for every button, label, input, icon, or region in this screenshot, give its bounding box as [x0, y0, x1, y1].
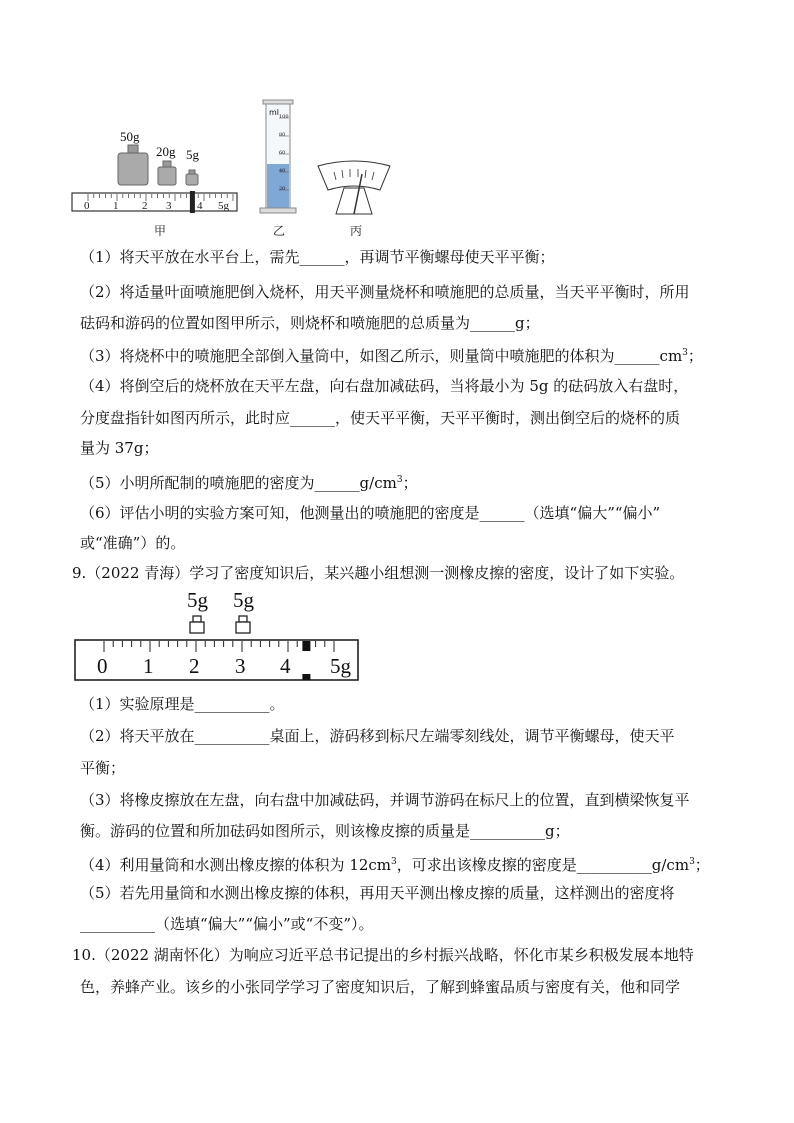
- weight-label-50g: 50g: [120, 129, 140, 144]
- weight-5g-icon: [186, 170, 198, 185]
- cylinder-mark-80: 80: [279, 132, 286, 138]
- weight-5g-icon-a: [190, 616, 204, 633]
- q9-tick-0: 0: [97, 654, 108, 678]
- q8-line-4-text: （3）将烧杯中的喷施肥全部倒入量筒中，如图乙所示，则量筒中喷施肥的体积为______cm: [80, 347, 683, 365]
- rider-q9-bottom: [302, 674, 310, 680]
- caption-yi: 乙: [273, 224, 286, 238]
- q9-line-4: （3）将橡皮擦放在左盘，向右盘中加减砝码，并调节游码在标尺上的位置，直到横梁恢复平: [80, 791, 690, 809]
- q9-line-1: （1）实验原理是__________。: [80, 695, 285, 713]
- caption-jia: 甲: [154, 224, 167, 238]
- caption-bing: 丙: [350, 224, 363, 238]
- tick-1: 1: [113, 200, 119, 212]
- q8-line-8-tail: ；: [402, 474, 418, 492]
- pointer-dial-icon: [314, 160, 394, 220]
- rider-scale: [72, 193, 237, 211]
- figure-bing: [314, 160, 394, 240]
- weight-label-20g: 20g: [156, 144, 176, 159]
- q10-line-2: 色，养蜂产业。该乡的小张同学学习了密度知识后，了解到蜂蜜品质与密度有关，他和同学: [80, 978, 681, 996]
- rider-q9-top: [302, 641, 310, 651]
- tick-0: 0: [84, 200, 90, 212]
- figure-yi: [255, 98, 305, 238]
- q9-line-3: 平衡；: [80, 759, 126, 777]
- figure-q9: [72, 588, 362, 684]
- tick-3: 3: [166, 200, 172, 212]
- q8-line-9: （6）评估小明的实验方案可知，他测量出的喷施肥的密度是______（选填“偏大”“偏小”: [80, 504, 661, 522]
- cylinder-mark-40: 40: [279, 168, 286, 174]
- q9-weight-label-b: 5g: [233, 588, 254, 612]
- q8-line-10: 或“准确”）的。: [80, 534, 186, 552]
- q9-line-7: （5）若先用量筒和水测出橡皮擦的体积，再用天平测出橡皮擦的质量，这样测出的密度将: [80, 884, 675, 902]
- q8-line-8: [80, 470, 418, 493]
- q8-line-8-text: （5）小明所配制的喷施肥的密度为______g/cm: [80, 474, 397, 492]
- q9-line-6-b: ，可求出该橡皮擦的密度是__________g/cm: [396, 856, 690, 874]
- cylinder-mark-60: 60: [279, 150, 286, 156]
- tick-2: 2: [142, 200, 148, 212]
- balance-scale-q9: [72, 588, 362, 684]
- q8-line-2: （2）将适量叶面喷施肥倒入烧杯，用天平测量烧杯和喷施肥的总质量，当天平平衡时，所用: [80, 283, 690, 301]
- tick-5g: 5g: [218, 200, 229, 212]
- q9-tick-4: 4: [280, 654, 291, 678]
- weight-label-5g: 5g: [186, 147, 199, 162]
- q8-line-4-sup: 3: [682, 348, 688, 358]
- q9-tick-1: 1: [143, 654, 154, 678]
- figure-jia: [70, 125, 240, 238]
- q9-line-6: [80, 852, 710, 875]
- weight-5g-icon-b: [236, 616, 250, 633]
- cylinder-mark-20: 20: [279, 186, 286, 192]
- q8-line-3: 砝码和游码的位置如图甲所示，则烧杯和喷施肥的总质量为______g；: [80, 314, 540, 332]
- q9-line-6-sup2: 3: [689, 857, 695, 867]
- q9-tick-3: 3: [235, 654, 246, 678]
- q9-line-6-sup: 3: [391, 857, 397, 867]
- q9-line-8: __________（选填“偏大”“偏小”或“不变”）。: [80, 915, 374, 933]
- weight-50g-icon: [118, 145, 148, 185]
- cylinder-mark-100: 100: [279, 114, 289, 120]
- q9-tick-2: 2: [189, 654, 200, 678]
- q10-line-1: 10.（2022 湖南怀化）为响应习近平总书记提出的乡村振兴战略，怀化市某乡积极发展本地特: [72, 946, 694, 964]
- balance-scale-jia: [70, 125, 240, 220]
- weight-20g-icon: [158, 161, 176, 185]
- q9-line-6-a: （4）利用量筒和水测出橡皮擦的体积为 12cm: [80, 856, 392, 874]
- q8-line-8-sup: 3: [396, 475, 403, 485]
- q9-line-2: （2）将天平放在__________桌面上，游码移到标尺左端零刻线处，调节平衡螺母，使天平: [80, 727, 675, 745]
- q9-tick-5g: 5g: [330, 654, 351, 678]
- q8-line-6: 分度盘指针如图丙所示，此时应______，使天平平衡，天平平衡时，测出倒空后的烧杯的质: [80, 409, 681, 427]
- q9-line-6-tail: ；: [694, 856, 710, 874]
- q9-weight-label-a: 5g: [187, 588, 208, 612]
- cylinder-unit: ml: [269, 108, 280, 117]
- q8-line-1: （1）将天平放在水平台上，需先______，再调节平衡螺母使天平平衡；: [80, 248, 555, 266]
- tick-4: 4: [197, 200, 203, 212]
- q8-line-5: （4）将倒空后的烧杯放在天平左盘，向右盘加减砝码，当将最小为 5g 的砝码放入右盘时，: [80, 377, 689, 395]
- q8-line-4: [80, 343, 703, 366]
- rider-jia: [190, 191, 195, 213]
- q9-title: 9.（2022 青海）学习了密度知识后，某兴趣小组想测一测橡皮擦的密度，设计了如下实验。: [72, 564, 685, 582]
- q8-line-4-tail: ；: [687, 347, 703, 365]
- q9-line-5: 衡。游码的位置和所加砝码如图所示，则该橡皮擦的质量是__________g；: [80, 822, 570, 840]
- q8-line-7: 量为 37g；: [80, 439, 159, 457]
